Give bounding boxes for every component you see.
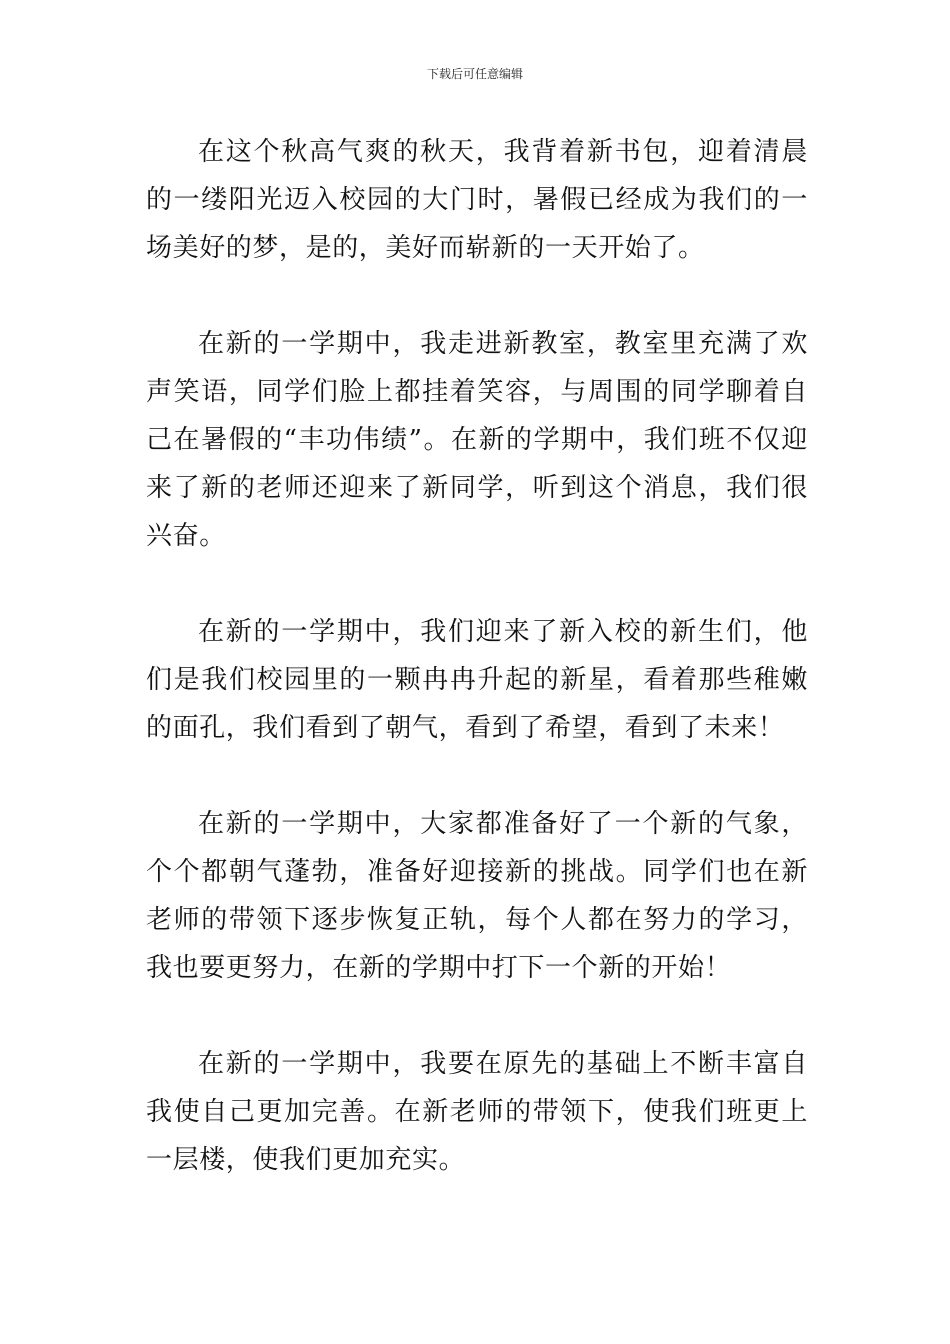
paragraph-5: 在新的一学期中，我要在原先的基础上不断丰富自我使自己更加完善。在新老师的带领下，使我们班更上一层楼，使我们更加充实。 [146,1049,808,1175]
header-note: 下载后可任意编辑 [426,67,523,81]
paragraph-4: 在新的一学期中，大家都准备好了一个新的气象，个个都朝气蓬勃，准备好迎接新的挑战。同学们也在新老师的带领下逐步恢复正轨，每个人都在努力的学习，我也要更努力，在新的学期中打下一个新的开始！ [146,809,808,983]
paragraph-3: 在新的一学期中，我们迎来了新入校的新生们，他们是我们校园里的一颗冉冉升起的新星，看着那些稚嫩的面孔，我们看到了朝气，看到了希望，看到了未来！ [146,617,808,743]
paragraph-2: 在新的一学期中，我走进新教室，教室里充满了欢声笑语，同学们脸上都挂着笑容，与周围的同学聊着自己在暑假的“丰功伟绩”。在新的学期中，我们班不仅迎来了新的老师还迎来了新同学，听到这个消息，我们很兴奋。 [146,329,808,551]
document-body [146,128,808,1184]
paragraph-1: 在这个秋高气爽的秋天，我背着新书包，迎着清晨的一缕阳光迈入校园的大门时，暑假已经成为我们的一场美好的梦，是的，美好而崭新的一天开始了。 [146,137,808,263]
